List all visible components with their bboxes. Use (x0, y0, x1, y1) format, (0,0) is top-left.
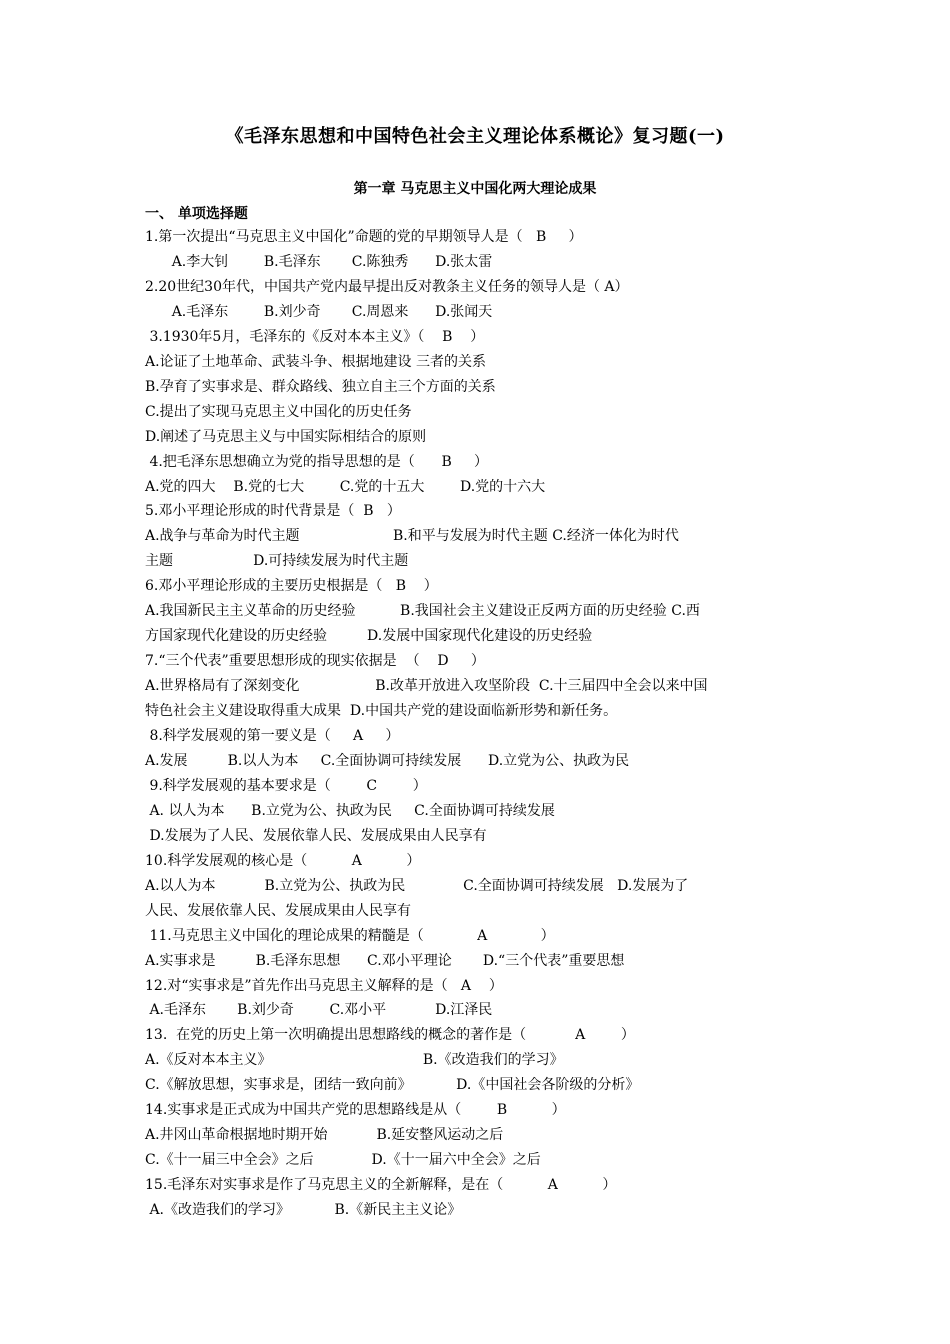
text-line: C.《十一届三中全会》之后 D.《十一届六中全会》之后 (145, 1152, 541, 1169)
text-line: A. 以人为本 B.立党为公、执政为民 C.全面协调可持续发展 (145, 802, 555, 819)
text-line: 10.科学发展观的核心是（ A ） (145, 852, 421, 869)
text-line: 7.“三个代表”重要思想形成的现实依据是 （ D ） (145, 653, 485, 670)
chapter-title: 第一章 马克思主义中国化两大理论成果 (353, 181, 597, 197)
text-line: D.发展为了人民、发展依靠人民、发展成果由人民享有 (145, 827, 487, 844)
text-line: A.战争与革命为时代主题 B.和平与发展为时代主题 C.经济一体化为时代 (145, 528, 679, 545)
text-line: D.阐述了马克思主义与中国实际相结合的原则 (145, 428, 427, 445)
text-line: 主题 D.可持续发展为时代主题 (145, 553, 409, 570)
text-line: C.《解放思想，实事求是，团结一致向前》 D.《中国社会各阶级的分析》 (145, 1077, 640, 1094)
text-line: A.实事求是 B.毛泽东思想 C.邓小平理论 D.“三个代表”重要思想 (145, 952, 625, 969)
text-line: A.毛泽东 B.刘少奇 C.周恩来 D.张闻天 (145, 303, 493, 320)
text-line: C.提出了实现马克思主义中国化的历史任务 (145, 403, 412, 420)
text-line: 15.毛泽东对实事求是作了马克思主义的全新解释，是在（ A ） (145, 1177, 617, 1194)
text-line: 人民、发展依靠人民、发展成果由人民享有 (145, 902, 411, 919)
text-line: 13. 在党的历史上第一次明确提出思想路线的概念的著作是（ A ） (145, 1027, 635, 1044)
text-line: 2.20世纪30年代，中国共产党内最早提出反对教条主义任务的领导人是（ A） (145, 278, 629, 295)
text-line: 11.马克思主义中国化的理论成果的精髓是（ A ） (145, 927, 555, 944)
text-line: A.井冈山革命根据地时期开始 B.延安整风运动之后 (145, 1127, 504, 1144)
text-line: 1.第一次提出“马克思主义中国化”命题的党的早期领导人是（ B ） (145, 229, 583, 245)
text-line: 3.1930年5月，毛泽东的《反对本本主义》（ B ） (145, 328, 485, 345)
text-line: B.孕育了实事求是、群众路线、独立自主三个方面的关系 (145, 378, 496, 395)
text-line: A.党的四大 B.党的七大 C.党的十五大 D.党的十六大 (145, 478, 546, 495)
text-line: 方国家现代化建设的历史经验 D.发展中国家现代化建设的历史经验 (145, 628, 593, 645)
text-line: A.论证了土地革命、武装斗争、根据地建设 三者的关系 (145, 353, 487, 370)
text-line: A.《改造我们的学习》 B.《新民主主义论》 (145, 1202, 462, 1219)
text-line: A.世界格局有了深刻变化 B.改革开放进入攻坚阶段 C.十三届四中全会以来中国 (145, 678, 708, 695)
text-line: 9.科学发展观的基本要求是（ C ） (145, 777, 427, 794)
text-line: 12.对“实事求是”首先作出马克思主义解释的是（ A ） (145, 977, 503, 994)
text-line: 8.科学发展观的第一要义是（ A ） (145, 728, 400, 744)
section-title: 一、 单项选择题 (145, 206, 248, 222)
text-line: 5.邓小平理论形成的时代背景是（ B ） (145, 503, 401, 520)
text-line: A.毛泽东 B.刘少奇 C.邓小平 D.江泽民 (145, 1002, 493, 1019)
text-line: A.《反对本本主义》 B.《改造我们的学习》 (145, 1052, 564, 1069)
text-line: A.李大钊 B.毛泽东 C.陈独秀 D.张太雷 (145, 253, 493, 270)
text-line: A.我国新民主主义革命的历史经验 B.我国社会主义建设正反两方面的历史经验 C.西 (145, 603, 700, 620)
text-line: 特色社会主义建设取得重大成果 D.中国共产党的建设面临新形势和新任务。 (145, 703, 618, 720)
text-line: 4.把毛泽东思想确立为党的指导思想的是（ B ） (145, 453, 489, 470)
text-line: 6.邓小平理论形成的主要历史根据是（ B ） (145, 578, 438, 595)
document-title: 《毛泽东思想和中国特色社会主义理论体系概论》复习题(一) (225, 126, 725, 147)
text-line: 14.实事求是正式成为中国共产党的思想路线是从（ B ） (145, 1102, 566, 1119)
text-line: A.以人为本 B.立党为公、执政为民 C.全面协调可持续发展 D.发展为了 (145, 877, 689, 894)
text-line: A.发展 B.以人为本 C.全面协调可持续发展 D.立党为公、执政为民 (145, 752, 630, 769)
